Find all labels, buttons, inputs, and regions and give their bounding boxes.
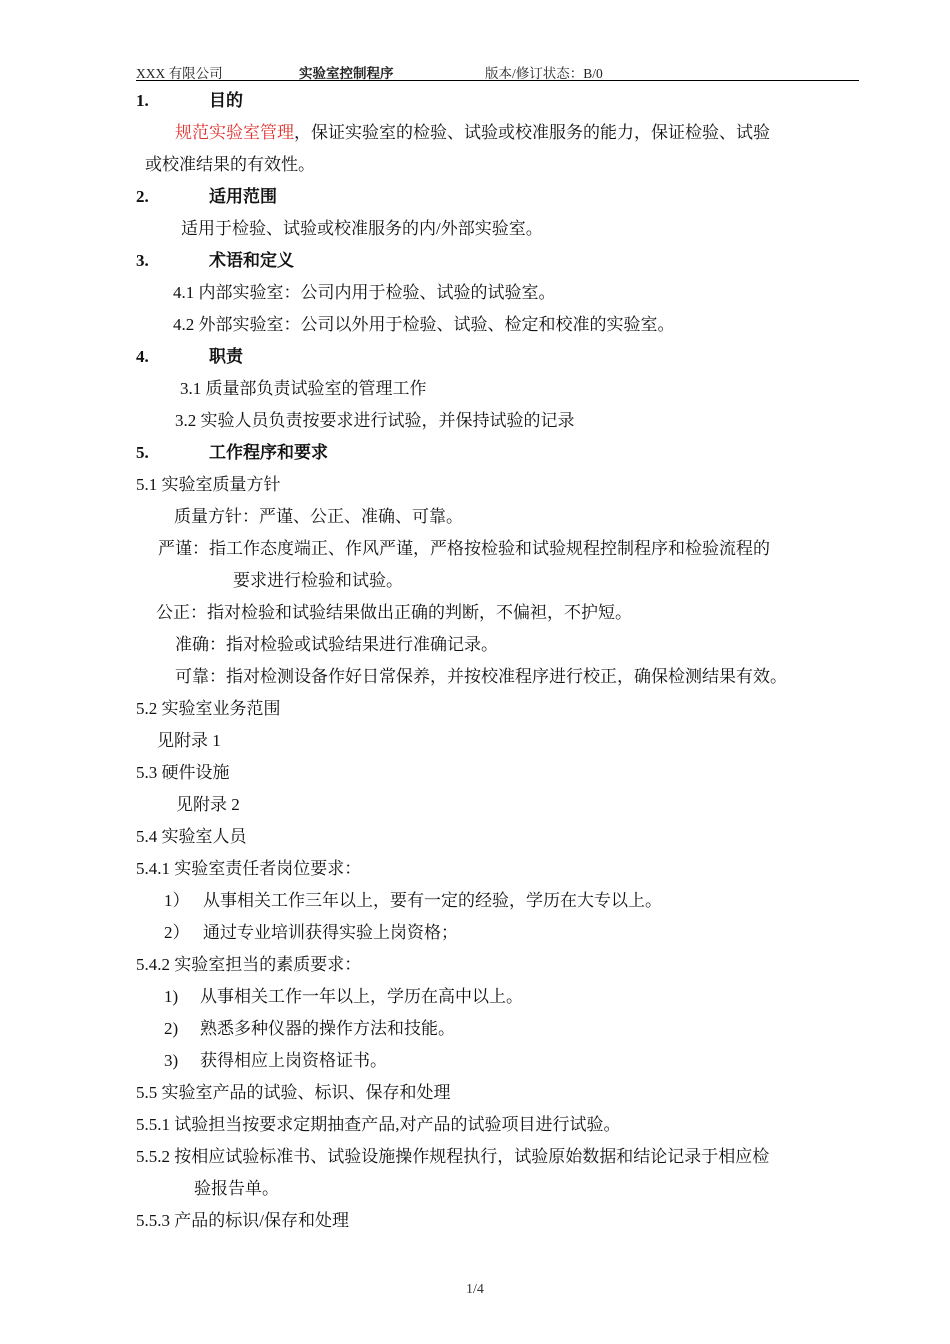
- paragraph-5-5-2-line-1: 5.5.2 按相应试验标准书、试验设施操作规程执行，试验原始数据和结论记录于相应检: [136, 1147, 770, 1166]
- section-heading-4: [136, 346, 243, 368]
- subsection-title-5-4-1: 5.4.1 实验室责任者岗位要求：: [136, 859, 362, 878]
- policy-strict-line-1: 严谨：指工作态度端正、作风严谨，严格按检验和试验规程控制程序和检验流程的: [158, 539, 770, 558]
- list-item: [164, 890, 662, 912]
- quality-policy: 质量方针：严谨、公正、准确、可靠。: [174, 507, 463, 526]
- section-title: 术语和定义: [209, 251, 294, 270]
- policy-fair: 公正：指对检验和试验结果做出正确的判断，不偏袒，不护短。: [156, 603, 632, 622]
- list-number: 1): [164, 987, 179, 1006]
- section-number: 2.: [136, 187, 149, 206]
- subsection-title-5-4: 5.4 实验室人员: [136, 827, 247, 846]
- list-item: [164, 1018, 455, 1040]
- policy-reliable: 可靠：指对检测设备作好日常保养，并按校准程序进行校正，确保检测结果有效。: [175, 667, 787, 686]
- header-doc-title: 实验室控制程序: [299, 66, 394, 81]
- list-item: [164, 1050, 387, 1072]
- section-heading-2: [136, 186, 277, 208]
- section-heading-1: [136, 90, 243, 112]
- section-number: 3.: [136, 251, 149, 270]
- subsection-title-5-2: 5.2 实验室业务范围: [136, 699, 281, 718]
- header-company: XXX 有限公司: [136, 66, 223, 81]
- page-header: [136, 62, 859, 81]
- subsection-title-5-3: 5.3 硬件设施: [136, 763, 230, 782]
- list-text: 从事相关工作三年以上，要有一定的经验，学历在大专以上。: [203, 891, 662, 910]
- responsibility-item: 3.1 质量部负责试验室的管理工作: [180, 379, 427, 398]
- section-title: 职责: [209, 347, 243, 366]
- section-title: 目的: [209, 91, 243, 110]
- purpose-text: ，保证实验室的检验、试验或校准服务的能力，保证检验、试验: [294, 123, 770, 142]
- scope-text: 适用于检验、试验或校准服务的内/外部实验室。: [181, 219, 543, 238]
- definition-item: 4.1 内部实验室：公司内用于检验、试验的试验室。: [173, 283, 556, 302]
- list-number: 1）: [164, 891, 190, 910]
- list-text: 获得相应上岗资格证书。: [200, 1051, 387, 1070]
- responsibility-item: 3.2 实验人员负责按要求进行试验，并保持试验的记录: [175, 411, 575, 430]
- subsection-title-5-1: 5.1 实验室质量方针: [136, 475, 281, 494]
- version-value: B/0: [583, 66, 603, 81]
- section-number: 4.: [136, 347, 149, 366]
- appendix-ref-1: 见附录 1: [157, 731, 221, 750]
- policy-accurate: 准确：指对检验或试验结果进行准确记录。: [175, 635, 498, 654]
- paragraph-5-5-1: 5.5.1 试验担当按要求定期抽查产品,对产品的试验项目进行试验。: [136, 1115, 621, 1134]
- list-number: 3): [164, 1051, 179, 1070]
- page-number: 1/4: [466, 1282, 484, 1297]
- section-heading-5: [136, 442, 328, 464]
- purpose-line-2: 或校准结果的有效性。: [145, 155, 315, 174]
- definition-item: 4.2 外部实验室：公司以外用于检验、试验、检定和校准的实验室。: [173, 315, 675, 334]
- list-text: 通过专业培训获得实验上岗资格；: [203, 923, 458, 942]
- version-label: 版本/修订状态：: [485, 66, 584, 81]
- list-number: 2）: [164, 923, 190, 942]
- subsection-title-5-4-2: 5.4.2 实验室担当的素质要求：: [136, 955, 362, 974]
- list-text: 熟悉多种仪器的操作方法和技能。: [200, 1019, 455, 1038]
- list-text: 从事相关工作一年以上，学历在高中以上。: [200, 987, 523, 1006]
- list-number: 2): [164, 1019, 179, 1038]
- list-item: [164, 986, 523, 1008]
- section-title: 工作程序和要求: [209, 443, 328, 462]
- section-heading-3: [136, 250, 294, 272]
- appendix-ref-2: 见附录 2: [176, 795, 240, 814]
- purpose-line-1: [175, 122, 770, 144]
- section-title: 适用范围: [209, 187, 277, 206]
- policy-strict-line-2: 要求进行检验和试验。: [233, 571, 403, 590]
- paragraph-5-5-2-line-2: 验报告单。: [194, 1179, 279, 1198]
- header-version: [485, 62, 603, 82]
- highlighted-text: 规范实验室管理: [175, 123, 294, 142]
- section-number: 1.: [136, 91, 149, 110]
- subsection-title-5-5: 5.5 实验室产品的试验、标识、保存和处理: [136, 1083, 451, 1102]
- subsection-title-5-5-3: 5.5.3 产品的标识/保存和处理: [136, 1211, 349, 1230]
- section-number: 5.: [136, 443, 149, 462]
- list-item: [164, 922, 458, 944]
